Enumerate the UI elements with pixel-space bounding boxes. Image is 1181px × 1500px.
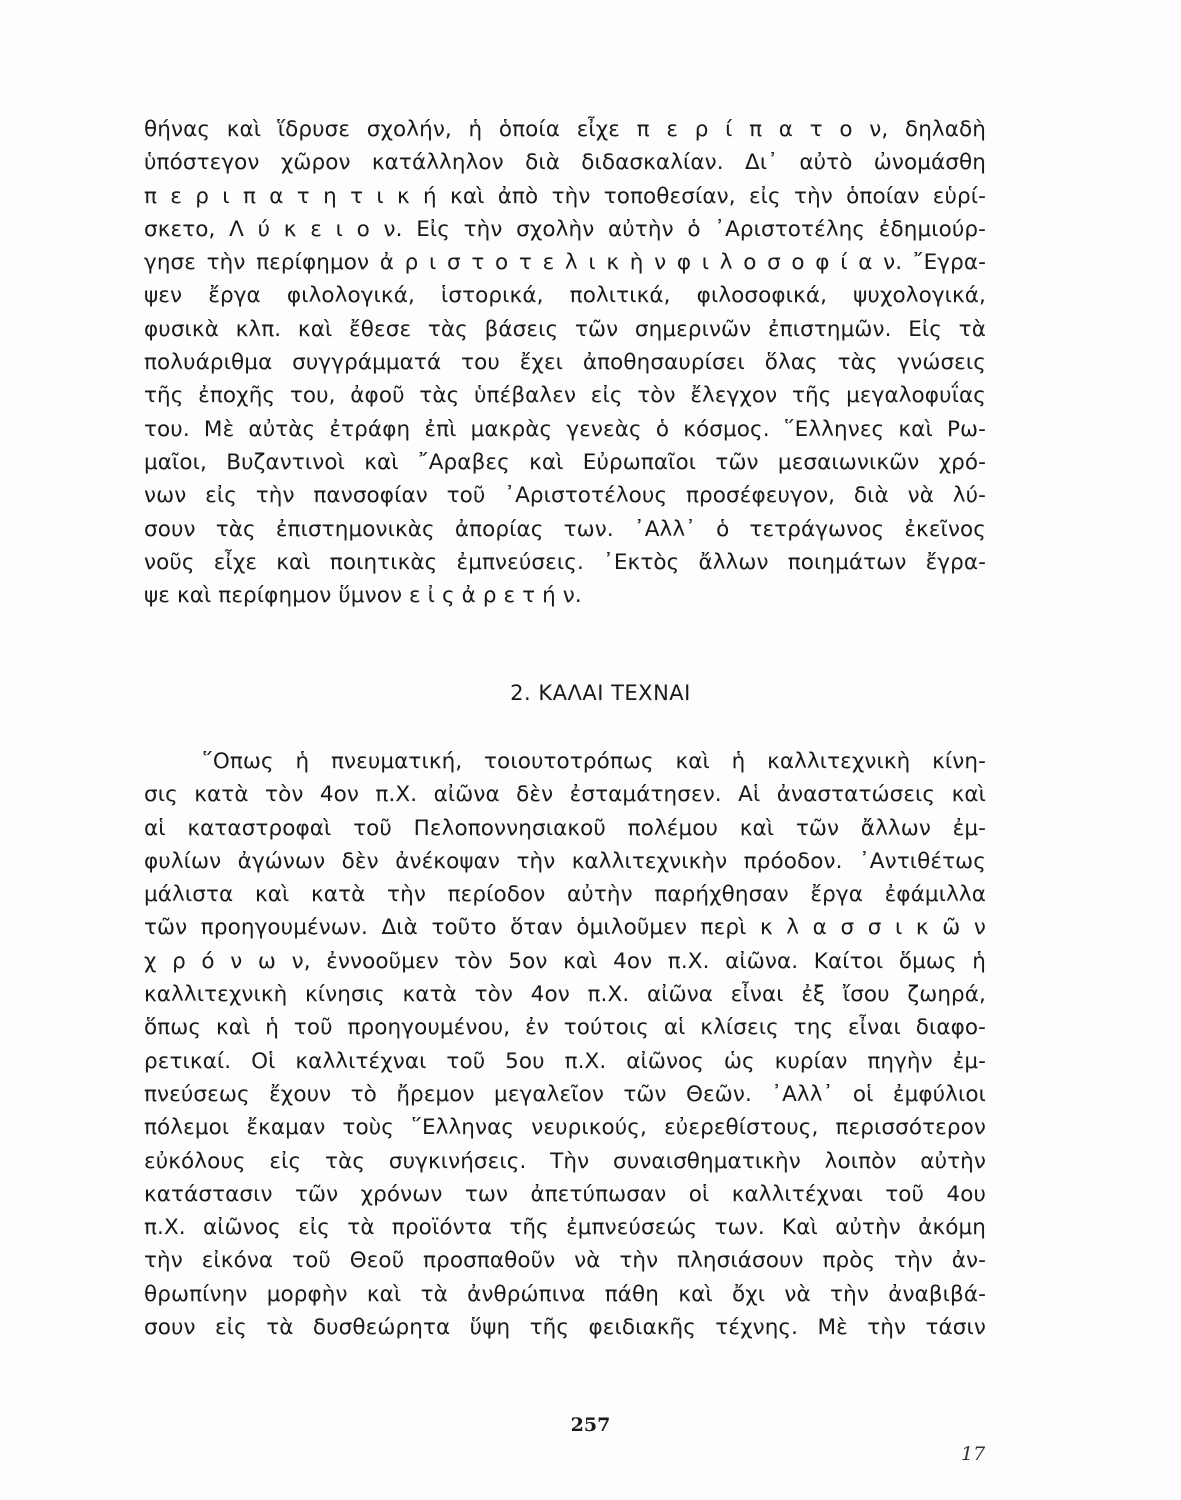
- text-line: π.Χ. αἰῶνος εἰς τὰ προϊόντα τῆς ἐμπνεύσεώς των. Καὶ αὐτὴν ἀκόμη: [144, 1215, 986, 1241]
- text-line: τῆς ἐποχῆς του, ἀφοῦ τὰς ὑπέβαλεν εἰς τὸν ἔλεγχον τῆς μεγαλοφυΐας: [144, 383, 986, 409]
- text-line: τῶν προηγουμένων. Διὰ τοῦτο ὅταν ὁμιλοῦμεν περὶ κ λ α σ σ ι κ ῶ ν: [144, 915, 986, 941]
- text-line: γησε τὴν περίφημον ἀ ρ ι σ τ ο τ ε λ ι κ ὴ ν φ ι λ ο σ ο φ ί α ν. ῎Εγρα-: [144, 250, 986, 276]
- text-line: ψεν ἔργα φιλολογικά, ἱστορικά, πολιτικά, φιλοσοφικά, ψυχολογικά,: [144, 283, 986, 309]
- text-line: θρωπίνην μορφὴν καὶ τὰ ἀνθρώπινα πάθη καὶ ὄχι νὰ τὴν ἀναβιβά-: [144, 1281, 986, 1307]
- text-line: φυσικὰ κλπ. καὶ ἔθεσε τὰς βάσεις τῶν σημερινῶν ἐπιστημῶν. Εἰς τὰ: [144, 316, 986, 342]
- section-heading: 2. ΚΑΛΑΙ ΤΕΧΝΑΙ: [510, 681, 691, 705]
- text-line: σκετο, Λ ύ κ ε ι ο ν. Εἰς τὴν σχολὴν αὐτὴν ὁ ᾿Αριστοτέλης ἐδημιούρ-: [144, 216, 986, 242]
- text-line: ῞Οπως ἡ πνευματική, τοιουτοτρόπως καὶ ἡ καλλιτεχνικὴ κίνη-: [202, 749, 986, 774]
- text-line: σουν εἰς τὰ δυσθεώρητα ὕψη τῆς φειδιακῆς τέχνης. Μὲ τὴν τάσιν: [144, 1315, 986, 1341]
- text-line: κατάστασιν τῶν χρόνων των ἀπετύπωσαν οἱ καλλιτέχναι τοῦ 4ου: [144, 1181, 986, 1207]
- text-line: σις κατὰ τὸν 4ον π.Χ. αἰῶνα δὲν ἐσταμάτησεν. Αἱ ἀναστατώσεις καὶ: [144, 782, 986, 808]
- text-line: φυλίων ἀγώνων δὲν ἀνέκοψαν τὴν καλλιτεχνικὴν πρόοδον. ᾿Αντιθέτως: [144, 848, 986, 874]
- signature-mark: 17: [961, 1443, 986, 1465]
- text-line: θήνας καὶ ἵδρυσε σχολήν, ἡ ὁποία εἶχε π ε ρ ί π α τ ο ν, δηλαδὴ: [144, 117, 986, 142]
- paragraph-aristotle: [144, 113, 986, 612]
- text-line: εὐκόλους εἰς τὰς συγκινήσεις. Τὴν συναισθηματικὴν λοιπὸν αὐτὴν: [144, 1148, 986, 1174]
- text-line: νοῦς εἶχε καὶ ποιητικὰς ἐμπνεύσεις. ᾿Εκτὸς ἄλλων ποιημάτων ἔγρα-: [144, 549, 986, 575]
- text-line: νων εἰς τὴν πανσοφίαν τοῦ ᾿Αριστοτέλους προσέφευγον, διὰ νὰ λύ-: [144, 483, 986, 509]
- text-line: ὑπόστεγον χῶρον κατάλληλον διὰ διδασκαλίαν. Δι᾿ αὐτὸ ὠνομάσθη: [144, 150, 986, 176]
- text-line: του. Μὲ αὐτὰς ἐτράφη ἐπὶ μακρὰς γενεὰς ὁ κόσμος. ῞Ελληνες καὶ Ρω-: [144, 416, 986, 442]
- text-line: πολυάριθμα συγγράμματά του ἔχει ἀποθησαυρίσει ὅλας τὰς γνώσεις: [144, 350, 986, 376]
- text-line: πνεύσεως ἔχουν τὸ ἤρεμον μεγαλεῖον τῶν Θεῶν. ᾿Αλλ᾿ οἱ ἐμφύλιοι: [144, 1081, 986, 1107]
- text-line: ρετικαί. Οἱ καλλιτέχναι τοῦ 5ου π.Χ. αἰῶνος ὡς κυρίαν πηγὴν ἐμ-: [144, 1048, 986, 1074]
- text-line: αἱ καταστροφαὶ τοῦ Πελοποννησιακοῦ πολέμου καὶ τῶν ἄλλων ἐμ-: [144, 815, 986, 841]
- text-line: μαῖοι, Βυζαντινοὶ καὶ ῎Αραβες καὶ Εὐρωπαῖοι τῶν μεσαιωνικῶν χρό-: [144, 449, 986, 475]
- text-line: ψε καὶ περίφημον ὕμνον ε ἰ ς ἀ ρ ε τ ή ν.: [144, 583, 582, 609]
- text-line: καλλιτεχνικὴ κίνησις κατὰ τὸν 4ον π.Χ. αἰῶνα εἶναι ἐξ ἴσου ζωηρά,: [144, 982, 986, 1008]
- page-number: 257: [570, 1414, 611, 1436]
- text-line: σουν τὰς ἐπιστημονικὰς ἀπορίας των. ᾿Αλλ᾿ ὁ τετράγωνος ἐκεῖνος: [144, 516, 986, 542]
- text-line: ὅπως καὶ ἡ τοῦ προηγουμένου, ἐν τούτοις αἱ κλίσεις της εἶναι διαφο-: [144, 1015, 986, 1041]
- text-line: μάλιστα καὶ κατὰ τὴν περίοδον αὐτὴν παρήχθησαν ἔργα ἐφάμιλλα: [144, 882, 986, 908]
- text-line: πόλεμοι ἔκαμαν τοὺς ῞Ελληνας νευρικούς, εὐερεθίστους, περισσότερον: [144, 1115, 986, 1141]
- paragraph-fine-arts: [144, 745, 986, 1344]
- text-line: τὴν εἰκόνα τοῦ Θεοῦ προσπαθοῦν νὰ τὴν πλησιάσουν πρὸς τὴν ἀν-: [144, 1248, 986, 1274]
- text-line: π ε ρ ι π α τ η τ ι κ ή καὶ ἀπὸ τὴν τοποθεσίαν, εἰς τὴν ὁποίαν εὑρί-: [144, 183, 986, 209]
- text-line: χ ρ ό ν ω ν, ἐννοοῦμεν τὸν 5ον καὶ 4ον π.Χ. αἰῶνα. Καίτοι ὅμως ἡ: [144, 948, 986, 974]
